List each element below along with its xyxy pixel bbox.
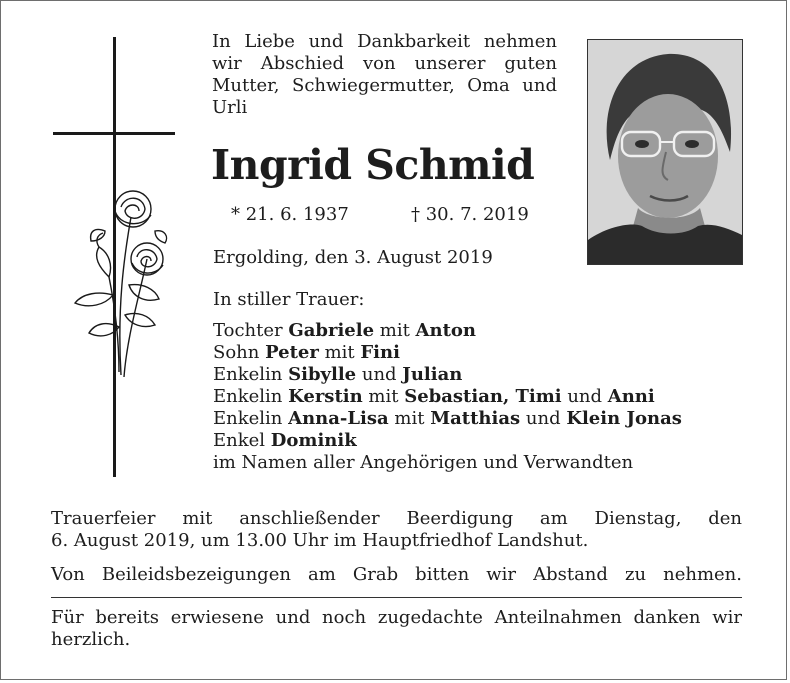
birth-date: * 21. 6. 1937 — [231, 204, 349, 225]
mourning-heading: In stiller Trauer: — [213, 289, 365, 310]
family-list — [213, 320, 682, 474]
family-row: Enkelin Kerstin mit Sebastian, Timi und Anni — [213, 386, 655, 407]
intro-text: In Liebe und Dankbarkeit nehmen wir Abschied von unserer guten Mutter, Schwiegermutter, Oma und Urli — [212, 31, 557, 118]
place-date: Ergolding, den 3. August 2019 — [213, 247, 493, 268]
roses-illustration — [69, 187, 169, 387]
family-row: Enkelin Anna-Lisa mit Matthias und Klein Jonas — [213, 408, 682, 429]
cross-icon-horizontal-bar — [53, 132, 175, 135]
service-info — [51, 508, 742, 552]
service-line-2: 6. August 2019, um 13.00 Uhr im Hauptfriedhof Landshut. — [51, 530, 589, 551]
condolence-note: Von Beileidsbezeigungen am Grab bitten wir Abstand zu nehmen. — [51, 564, 742, 585]
family-row: Enkel Dominik — [213, 430, 357, 451]
family-row: Sohn Peter mit Fini — [213, 342, 400, 363]
portrait-illustration — [588, 40, 743, 265]
death-date: † 30. 7. 2019 — [411, 204, 529, 225]
family-row: Tochter Gabriele mit Anton — [213, 320, 477, 341]
deceased-name: Ingrid Schmid — [211, 141, 535, 189]
family-closing: im Namen aller Angehörigen und Verwandten — [213, 452, 634, 473]
divider — [51, 597, 742, 598]
service-line-1: Trauerfeier mit anschließender Beerdigung am Dienstag, den — [51, 508, 742, 529]
family-row: Enkelin Sibylle und Julian — [213, 364, 463, 385]
portrait-photo — [587, 39, 743, 265]
thanks-text: Für bereits erwiesene und noch zugedachte Anteilnahmen danken wir herzlich. — [51, 607, 742, 650]
